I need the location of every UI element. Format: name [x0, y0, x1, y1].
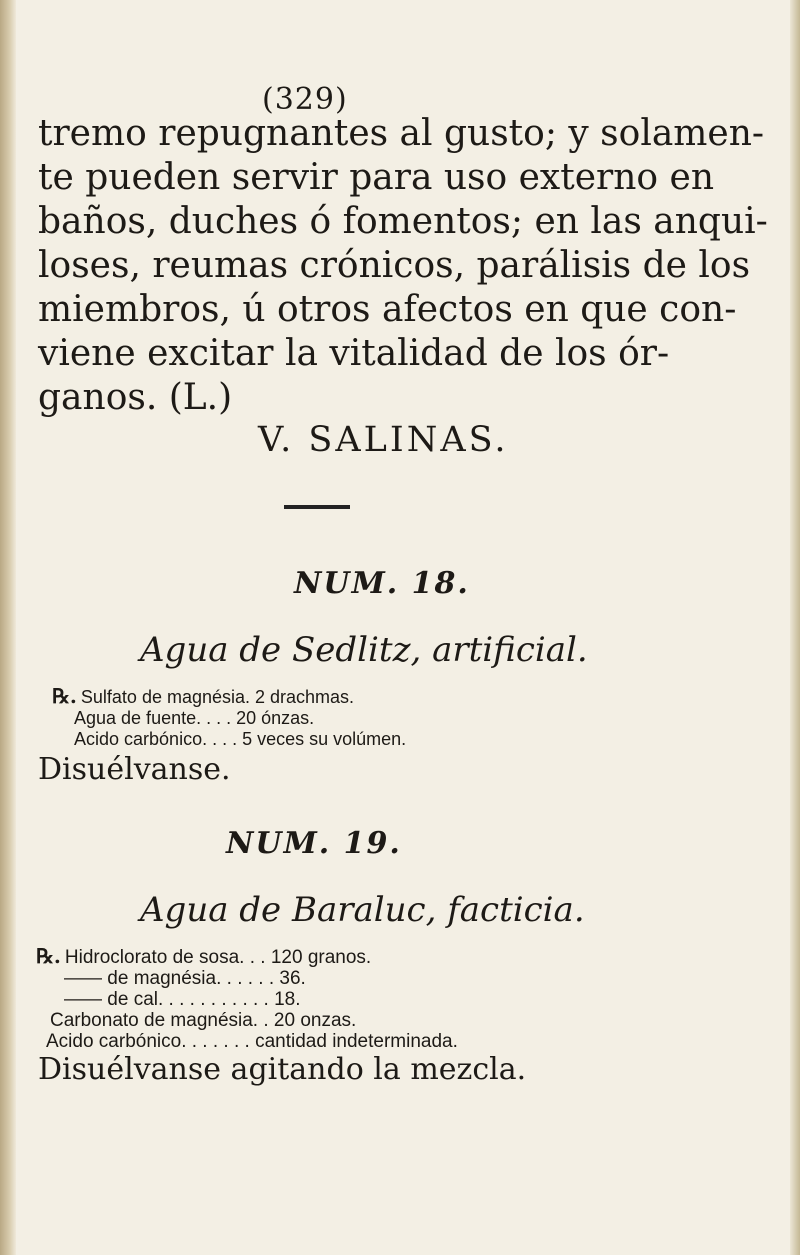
page-number: (329) — [262, 82, 348, 117]
page-binding-edge — [0, 0, 16, 1255]
ingredient-line: —— de cal. . . . . . . . . . . 18. — [64, 989, 301, 1010]
body-line: viene excitar la vitalidad de los ór- — [38, 333, 670, 374]
body-line: miembros, ú otros afectos en que con- — [38, 289, 737, 330]
ingredient-line: Acido carbónico. . . . 5 veces su volúmen. — [74, 729, 407, 749]
recipe-number: NUM. 19. — [226, 826, 402, 861]
recipe-ingredients — [36, 946, 458, 1052]
section-divider — [284, 505, 350, 509]
recipe-closing: Disuélvanse agitando la mezcla. — [38, 1052, 527, 1087]
ingredient-line: —— de magnésia. . . . . . 36. — [64, 968, 306, 989]
recipe-symbol-icon: ℞. — [52, 684, 77, 708]
recipe-number: NUM. 18. — [294, 566, 470, 601]
section-title: V. SALINAS. — [258, 420, 509, 460]
ingredient-line: Sulfato de magnésia. 2 drachmas. — [80, 687, 355, 707]
ingredient-line: Hidroclorato de sosa. . . 120 granos. — [64, 947, 372, 968]
recipe-title: Agua de Baraluc, facticia. — [140, 890, 585, 930]
recipe-title: Agua de Sedlitz, artificial. — [140, 630, 588, 670]
ingredient-line: Agua de fuente. . . . 20 ónzas. — [74, 708, 315, 728]
ingredient-line: Carbonato de magnésia. . 20 onzas. — [50, 1010, 357, 1031]
recipe-ingredients — [52, 686, 406, 750]
body-paragraph — [38, 112, 778, 420]
recipe-symbol-icon: ℞. — [36, 944, 61, 968]
body-line: tremo repugnantes al gusto; y solamen- — [38, 113, 765, 154]
body-line: baños, duches ó fomentos; en las anqui- — [38, 201, 768, 242]
recipe-closing: Disuélvanse. — [38, 752, 231, 787]
page-right-edge — [790, 0, 800, 1255]
ingredient-line: Acido carbónico. . . . . . . cantidad indeterminada. — [46, 1031, 458, 1052]
body-line: loses, reumas crónicos, parálisis de los — [38, 245, 751, 286]
body-line: ganos. (L.) — [38, 377, 233, 418]
body-line: te pueden servir para uso externo en — [38, 157, 715, 198]
